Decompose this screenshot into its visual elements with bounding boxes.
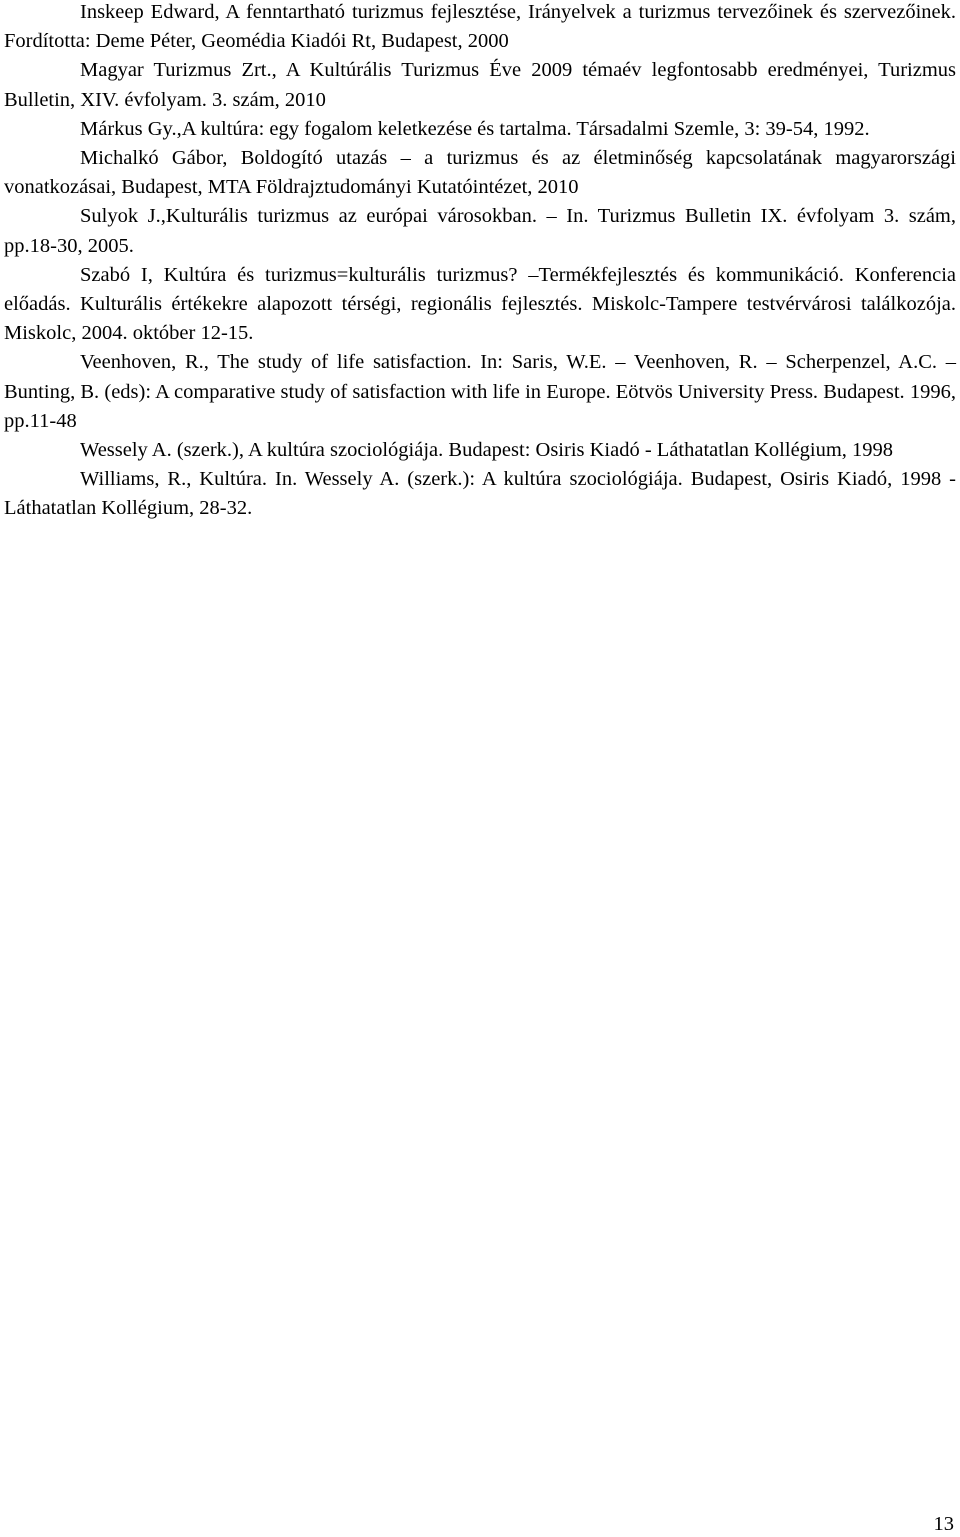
reference-entry: Williams, R., Kultúra. In. Wessely A. (szerk.): A kultúra szociológiája. Budapest, Osiris Kiadó, 1998 - Láthatatlan Kollégium, 28-32. (4, 468, 956, 520)
reference-entry: Szabó I, Kultúra és turizmus=kulturális turizmus? –Termékfejlesztés és kommunikáció. Konferencia előadás. Kulturális értékekre alapozott térségi, regionális fejlesztés. Miskolc-Tampere testvérvárosi találkozója. Miskolc, 2004. október 12-15. (4, 263, 956, 345)
reference-entry: Veenhoven, R., The study of life satisfaction. In: Saris, W.E. – Veenhoven, R. – Scherpenzel, A.C. – Bunting, B. (eds): A comparative study of satisfaction with life in Europe. Eötvös University Press. Budapest. 1996, pp.11-48 (4, 351, 956, 432)
reference-entry: Márkus Gy.,A kultúra: egy fogalom keletkezése és tartalma. Társadalmi Szemle, 3: 39-54, 1992. (80, 117, 870, 140)
reference-list (4, 0, 956, 524)
reference-entry: Sulyok J.,Kulturális turizmus az európai városokban. – In. Turizmus Bulletin IX. évfolyam 3. szám, pp.18-30, 2005. (4, 205, 956, 257)
reference-entry: Wessely A. (szerk.), A kultúra szociológiája. Budapest: Osiris Kiadó - Láthatatlan Kollégium, 1998 (80, 439, 894, 462)
page-number: 13 (933, 1513, 954, 1535)
reference-entry: Inskeep Edward, A fenntartható turizmus fejlesztése, Irányelvek a turizmus tervezőinek és szervezőinek. Fordította: Deme Péter, Geomédia Kiadói Rt, Budapest, 2000 (4, 1, 956, 53)
reference-entry: Magyar Turizmus Zrt., A Kultúrális Turizmus Éve 2009 témaév legfontosabb eredményei, Turizmus Bulletin, XIV. évfolyam. 3. szám, 2010 (4, 59, 956, 111)
reference-entry: Michalkó Gábor, Boldogító utazás – a turizmus és az életminőség kapcsolatának magyarországi vonatkozásai, Budapest, MTA Földrajztudományi Kutatóintézet, 2010 (4, 147, 956, 199)
